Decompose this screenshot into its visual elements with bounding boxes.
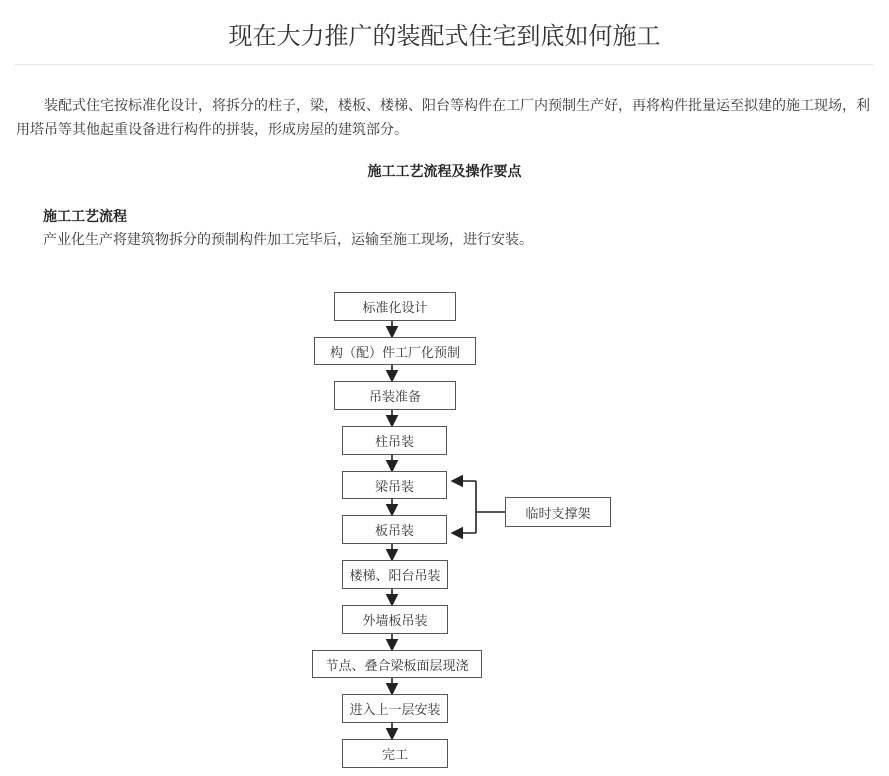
flow-step-slab-hoisting: 板吊装 xyxy=(342,515,447,544)
flow-side-temporary-support: 临时支撑架 xyxy=(505,497,611,527)
title-divider xyxy=(14,64,874,65)
flow-step-next-floor: 进入上一层安装 xyxy=(342,694,448,723)
flow-step-wall-panel-hoisting: 外墙板吊装 xyxy=(342,605,448,634)
article-title: 现在大力推广的装配式住宅到底如何施工 xyxy=(228,22,661,50)
intro-paragraph: 装配式住宅按标准化设计，将拆分的柱子，梁，楼板、楼梯、阳台等构件在工厂内预制生产好，再将构件批量运至拟建的施工现场，利用塔吊等其他起重设备进行构件的拼装，形成房屋的建筑部分。 xyxy=(16,98,870,138)
flow-step-column-hoisting: 柱吊装 xyxy=(342,426,447,455)
flow-step-complete: 完工 xyxy=(342,739,448,768)
flow-step-cast-in-place: 节点、叠合梁板面层现浇 xyxy=(312,650,482,678)
sub-heading: 施工工艺流程 xyxy=(43,209,127,225)
flow-step-stair-balcony-hoisting: 楼梯、阳台吊装 xyxy=(342,560,448,589)
flow-step-prefabrication: 构（配）件工厂化预制 xyxy=(314,337,476,365)
process-flowchart xyxy=(300,280,620,770)
flow-step-hoisting-prep: 吊装准备 xyxy=(334,381,456,410)
flow-step-beam-hoisting: 梁吊装 xyxy=(342,471,447,499)
section-heading: 施工工艺流程及操作要点 xyxy=(367,164,522,180)
flow-step-design: 标准化设计 xyxy=(334,292,456,321)
sub-text: 产业化生产将建筑物拆分的预制构件加工完毕后，运输至施工现场，进行安装。 xyxy=(43,232,533,248)
